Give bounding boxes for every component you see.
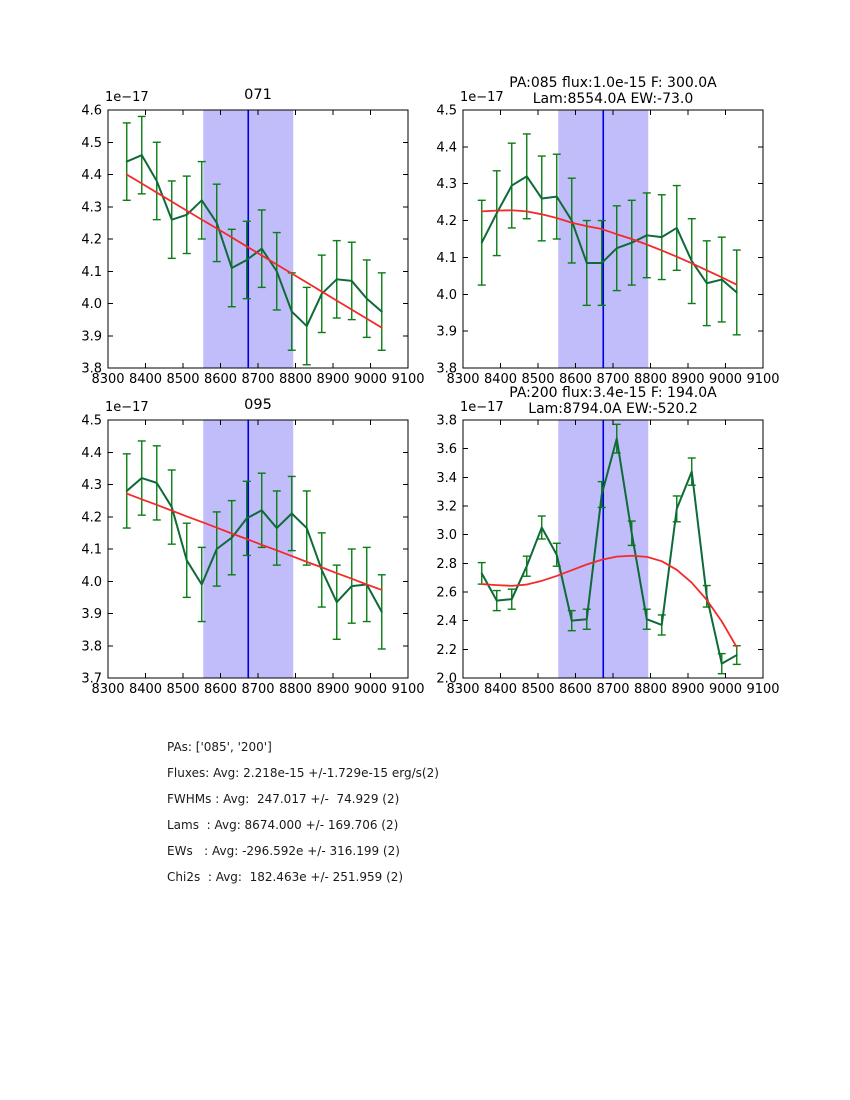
x-tick-label: 8600: [203, 682, 238, 697]
stats-line-pas: PAs: ['085', '200']: [167, 740, 272, 754]
x-tick-label: 8900: [316, 372, 350, 387]
y-tick-label: 3.8: [436, 361, 457, 377]
y-tick-label: 4.6: [81, 103, 102, 119]
y-tick-label: 4.5: [436, 103, 457, 119]
y-tick-label: 2.4: [436, 614, 457, 630]
stats-line-ews: EWs : Avg: -296.592e +/- 316.199 (2): [167, 844, 400, 858]
x-tick-label: 8400: [128, 372, 163, 387]
y-tick-label: 3.7: [81, 671, 102, 687]
y-tick-label: 2.2: [436, 642, 457, 658]
x-tick-label: 9100: [746, 682, 780, 697]
x-tick-label: 8400: [128, 682, 163, 697]
y-tick-label: 3.8: [81, 361, 102, 377]
x-tick-label: 9000: [353, 682, 388, 697]
y-tick-label: 4.5: [81, 413, 102, 429]
y-tick-label: 2.6: [436, 585, 457, 601]
x-tick-label: 8900: [316, 682, 350, 697]
plot-title: 071: [244, 87, 272, 103]
plot-pa200: [436, 385, 779, 697]
plot-title-line1: PA:085 flux:1.0e-15 F: 300.0A: [509, 75, 717, 91]
y-tick-label: 3.9: [81, 329, 102, 345]
y-tick-label: 4.4: [81, 445, 102, 461]
y-tick-label: 4.2: [81, 510, 102, 526]
y-tick-label: 4.1: [436, 250, 457, 266]
x-tick-label: 8700: [596, 682, 630, 697]
y-tick-label: 4.4: [81, 168, 102, 183]
x-tick-label: 8500: [166, 372, 200, 387]
x-tick-label: 8800: [633, 682, 668, 697]
stats-line-chi2s: Chi2s : Avg: 182.463e +/- 251.959 (2): [167, 870, 404, 884]
y-tick-label: 4.5: [81, 135, 102, 151]
x-tick-label: 8500: [521, 372, 555, 387]
y-tick-label: 2.8: [436, 556, 457, 572]
x-tick-label: 8700: [241, 682, 275, 697]
x-tick-label: 8400: [483, 372, 518, 387]
axis-offset-label: 1e−17: [105, 90, 149, 105]
plot-title-line1: PA:200 flux:3.4e-15 F: 194.0A: [509, 385, 717, 401]
x-tick-label: 8600: [203, 372, 238, 387]
x-tick-label: 8500: [521, 682, 555, 697]
x-tick-label: 8500: [166, 682, 200, 697]
x-tick-label: 8300: [91, 372, 125, 387]
stats-line-lams: Lams : Avg: 8674.000 +/- 169.706 (2): [167, 818, 399, 832]
y-tick-label: 4.4: [436, 140, 457, 156]
x-tick-label: 8900: [671, 682, 705, 697]
y-tick-label: 2.0: [436, 671, 457, 687]
y-tick-label: 3.9: [436, 324, 457, 340]
y-tick-label: 4.1: [81, 264, 102, 280]
y-tick-label: 3.6: [436, 442, 457, 458]
axis-offset-label: 1e−17: [460, 400, 504, 415]
x-tick-label: 8800: [633, 372, 668, 387]
x-tick-label: 8300: [446, 372, 480, 387]
y-tick-label: 4.0: [436, 287, 457, 303]
x-tick-label: 8300: [446, 682, 480, 697]
axis-offset-label: 1e−17: [105, 400, 149, 415]
y-tick-label: 3.8: [436, 413, 457, 429]
stats-line-fwhms: FWHMs : Avg: 247.017 +/- 74.929 (2): [167, 792, 400, 806]
y-tick-label: 4.3: [436, 177, 457, 193]
x-tick-label: 8800: [278, 372, 313, 387]
stats-line-fluxes: Fluxes: Avg: 2.218e-15 +/-1.729e-15 erg/s(2): [167, 766, 439, 780]
x-tick-label: 9100: [746, 372, 780, 387]
plot-071: [81, 87, 424, 387]
x-tick-label: 8300: [91, 682, 125, 697]
x-tick-label: 9000: [708, 682, 743, 697]
x-tick-label: 9000: [353, 372, 388, 387]
x-tick-label: 8600: [558, 682, 593, 697]
y-tick-label: 4.3: [81, 478, 102, 493]
x-tick-label: 8700: [241, 372, 275, 387]
y-tick-label: 4.0: [81, 297, 102, 312]
y-tick-label: 4.3: [81, 200, 102, 216]
axis-offset-label: 1e−17: [460, 90, 504, 105]
x-tick-label: 8600: [558, 372, 593, 387]
x-tick-label: 8700: [596, 372, 630, 387]
y-tick-label: 3.2: [436, 499, 457, 515]
plot-title: 095: [244, 397, 272, 413]
plot-pa085: [436, 75, 779, 387]
x-tick-label: 9000: [708, 372, 743, 387]
plot-title-line2: Lam:8794.0A EW:-520.2: [528, 401, 698, 417]
y-tick-label: 4.0: [81, 574, 102, 590]
plot-095: [81, 397, 424, 697]
x-tick-label: 8400: [483, 682, 518, 697]
plot-title-line2: Lam:8554.0A EW:-73.0: [532, 91, 694, 107]
y-tick-label: 3.8: [81, 639, 102, 655]
x-tick-label: 8900: [671, 372, 705, 387]
x-tick-label: 8800: [278, 682, 313, 697]
y-tick-label: 3.4: [436, 470, 457, 486]
x-tick-label: 9100: [391, 372, 425, 387]
y-tick-label: 4.2: [81, 232, 102, 248]
y-tick-label: 4.1: [81, 542, 102, 558]
y-tick-label: 4.2: [436, 214, 457, 230]
x-tick-label: 9100: [391, 682, 425, 697]
y-tick-label: 3.9: [81, 607, 102, 622]
y-tick-label: 3.0: [436, 528, 457, 544]
